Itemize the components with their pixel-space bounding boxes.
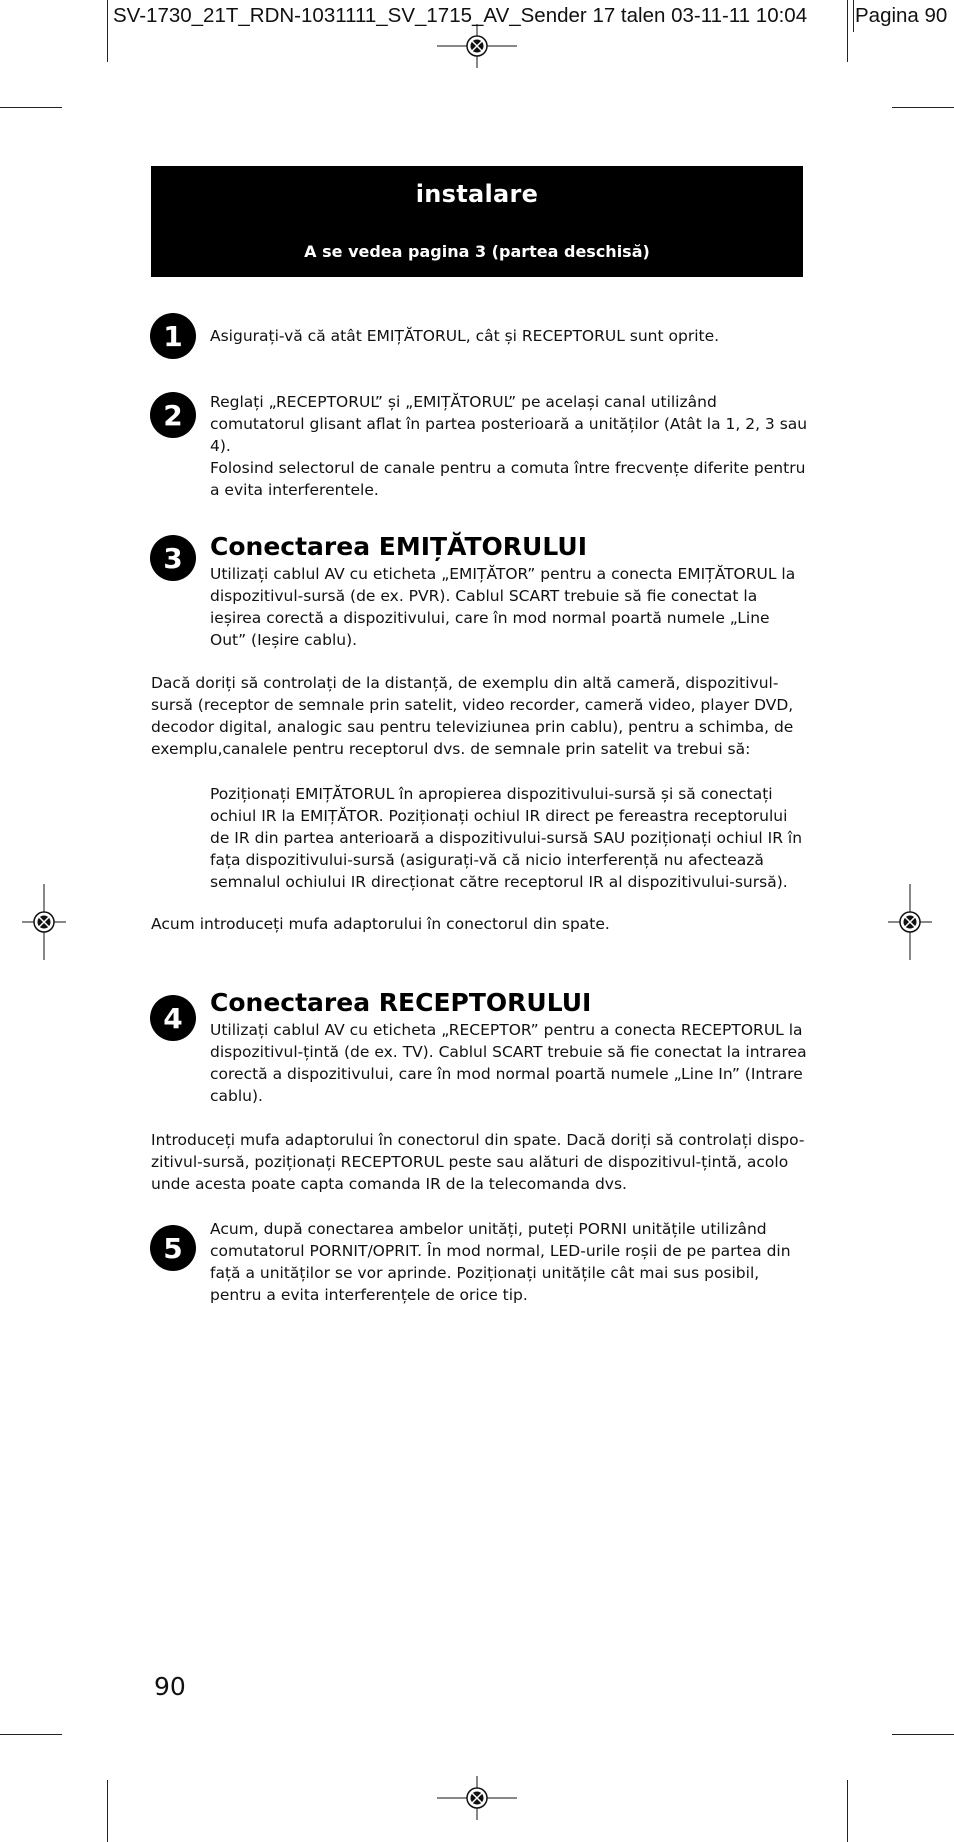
crop-mark <box>853 0 854 32</box>
step-number: 2 <box>163 399 183 432</box>
step-4-icon <box>150 995 196 1041</box>
step-3-text: Utilizați cablul AV cu eticheta „EMIȚĂTOR” pentru a conecta EMIȚĂTORUL la dispozitivul-sursă (de ex. PVR). Cablul SCART trebuie să fie conectat la ieșirea corectă a dispozitivului, care în mod normal poartă numele „Line Out” (Ieșire cablu). <box>210 565 796 649</box>
step-2-note: Folosind selectorul de canale pentru a comuta între frecvențe diferite pentru a evita interferentele. <box>210 459 806 499</box>
step-number: 4 <box>163 1002 183 1035</box>
crop-mark <box>847 0 848 62</box>
registration-mark-icon <box>437 1776 517 1820</box>
page-title: instalare <box>415 180 539 208</box>
paragraph-ir-instructions: Poziționați EMIȚĂTORUL în apropierea dispozitivului-sursă și să conectați ochiul IR la EMIȚĂTOR. Poziționați ochiul IR direct pe fereastra receptorului de IR din partea anterioară a dispozitivului-sursă SAU poziționați ochiul IR în fața dispozitivului-sursă (asigurați-vă că nicio interferență nu afectează semnalul ochiului IR direcționat către receptorul IR al dispozitivului-sursă). <box>210 785 803 891</box>
step-number: 1 <box>163 320 183 353</box>
paragraph-adapter-plug: Acum introduceți mufa adaptorului în conectorul din spate. <box>151 915 610 933</box>
step-number: 5 <box>163 1232 183 1265</box>
page-subtitle: A se vedea pagina 3 (partea deschisă) <box>304 242 650 261</box>
step-2-icon <box>150 392 196 438</box>
crop-mark <box>0 1734 62 1735</box>
registration-mark-icon <box>437 24 517 68</box>
slug-job-line: SV-1730_21T_RDN-1031111_SV_1715_AV_Sender 17 talen 03-11-11 10:04 <box>113 4 808 27</box>
paragraph-receiver-placement: Introduceți mufa adaptorului în conectorul din spate. Dacă doriți să controlați dispo-zitivul-sursă, poziționați RECEPTORUL peste sau alături de dispozitivul-țintă, acolo unde acesta poate capta comanda IR de la telecomanda dvs. <box>151 1131 805 1193</box>
crop-mark <box>107 1780 108 1842</box>
slug-page-label: Pagina 90 <box>855 4 948 27</box>
step-1-icon <box>150 313 196 359</box>
crop-mark <box>0 107 62 108</box>
step-5-icon <box>150 1225 196 1271</box>
section-header <box>151 166 803 277</box>
page-number: 90 <box>154 1672 186 1701</box>
step-5-text: Acum, după conectarea ambelor unități, puteți PORNI unitățile utilizând comutatorul PORNIT/OPRIT. În mod normal, LED-urile roșii de pe partea din față a unităților se vor aprinde. Poziționați unitățile cât mai sus posibil, pentru a evita interferențele de orice tip. <box>210 1220 791 1304</box>
registration-mark-icon <box>22 884 66 960</box>
crop-mark <box>107 0 108 62</box>
step-number: 3 <box>163 542 183 575</box>
crop-mark <box>892 107 954 108</box>
section-title-transmitter: Conectarea EMIȚĂTORULUI <box>210 532 587 561</box>
step-2-text: Reglați „RECEPTORUL” și „EMIȚĂTORUL” pe același canal utilizând comutatorul glisant aflat în partea posterioară a unităților (Atât la 1, 2, 3 sau 4). <box>210 393 808 455</box>
registration-mark-icon <box>888 884 932 960</box>
section-title-receiver: Conectarea RECEPTORULUI <box>210 988 592 1017</box>
crop-mark <box>892 1734 954 1735</box>
paragraph-remote-control: Dacă doriți să controlați de la distanță, de exemplu din altă cameră, dispozitivul-sursă (receptor de semnale prin satelit, video recorder, cameră video, player DVD, decodor digital, analogic sau pentru televiziunea prin cablu), pentru a schimba, de exemplu,canalele pentru receptorul dvs. de semnale prin satelit va trebui să: <box>151 674 794 758</box>
step-4-text: Utilizați cablul AV cu eticheta „RECEPTOR” pentru a conecta RECEPTORUL la dispozitivul-țintă (de ex. TV). Cablul SCART trebuie să fie conectat la intrarea corectă a dispozitivului, care în mod normal poartă numele „Line In” (Intrare cablu). <box>210 1021 807 1105</box>
crop-mark <box>847 1780 848 1842</box>
step-3-icon <box>150 535 196 581</box>
step-1-text: Asigurați-vă că atât EMIȚĂTORUL, cât și RECEPTORUL sunt oprite. <box>210 327 720 345</box>
